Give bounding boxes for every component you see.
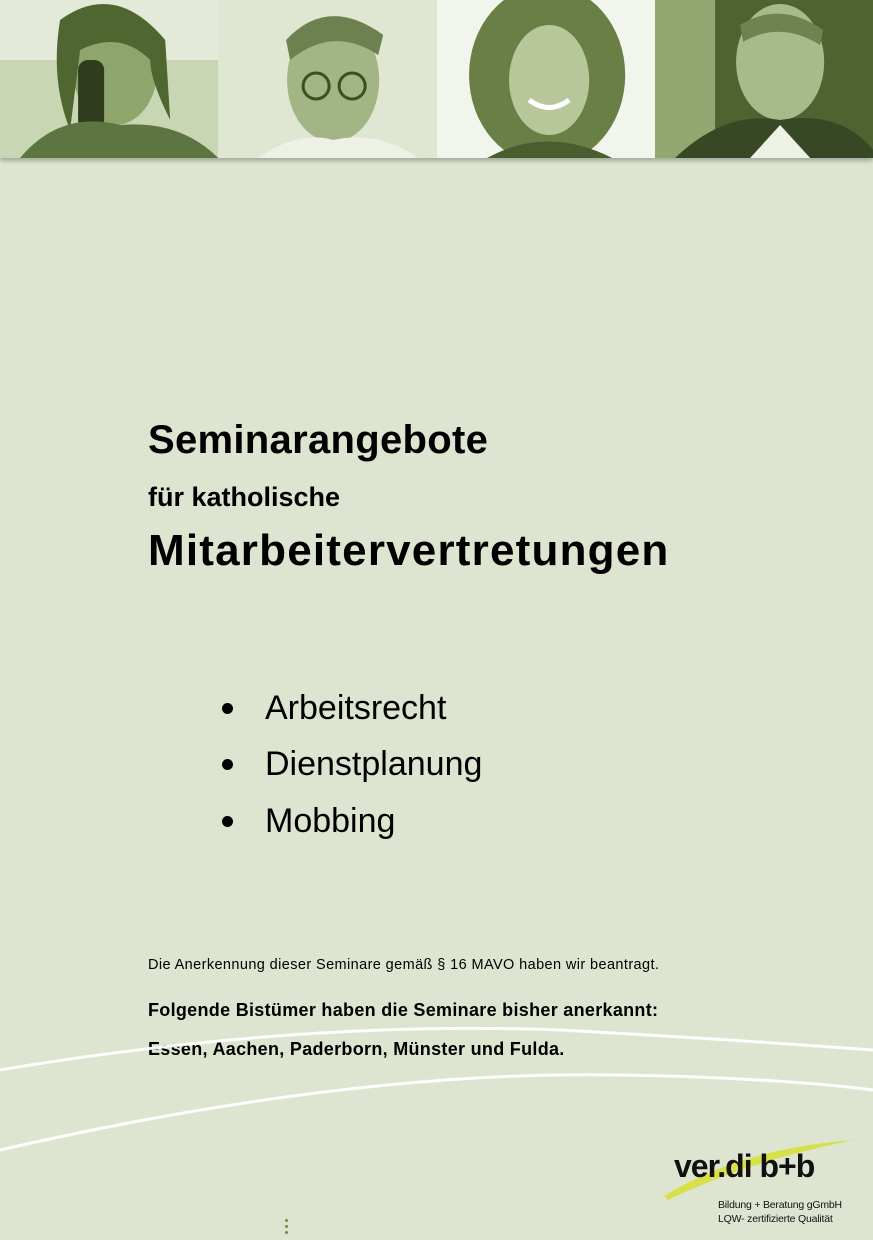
logo-wordmark: ver.di b+b [674, 1148, 815, 1184]
smiling-man-photo [655, 0, 873, 158]
logo-tagline: Bildung + Beratung gGmbH [718, 1199, 842, 1211]
recognition-heading: Folgende Bistümer haben die Seminare bisher anerkannt: [148, 1000, 659, 1020]
verdi-bb-logo [660, 1138, 860, 1233]
topic-label: Dienstplanung [265, 745, 483, 784]
header-photo-strip [0, 0, 873, 158]
logo-certification: LQW- zertifizierte Qualität [718, 1213, 833, 1225]
recognition-note: Die Anerkennung dieser Seminare gemäß § 16 MAVO haben wir beantragt. [148, 957, 660, 973]
bullet-icon [222, 816, 233, 827]
list-item [222, 680, 482, 737]
title-audience: Mitarbeitervertretungen [148, 526, 670, 575]
title-subtitle: für katholische [148, 482, 341, 512]
woman-with-phone-photo [0, 0, 218, 158]
list-item [222, 737, 482, 794]
bullet-icon [222, 703, 233, 714]
older-man-with-glasses-photo [218, 0, 436, 158]
bullet-icon [222, 759, 233, 770]
topic-label: Mobbing [265, 801, 396, 840]
dioceses-list: Essen, Aachen, Paderborn, Münster und Fulda. [148, 1039, 565, 1059]
title-main: Seminarangebote [148, 418, 489, 462]
topic-list [222, 680, 482, 850]
curly-haired-woman-photo [437, 0, 655, 158]
list-item [222, 793, 482, 850]
decorative-dots [285, 1219, 288, 1237]
topic-label: Arbeitsrecht [265, 688, 447, 727]
